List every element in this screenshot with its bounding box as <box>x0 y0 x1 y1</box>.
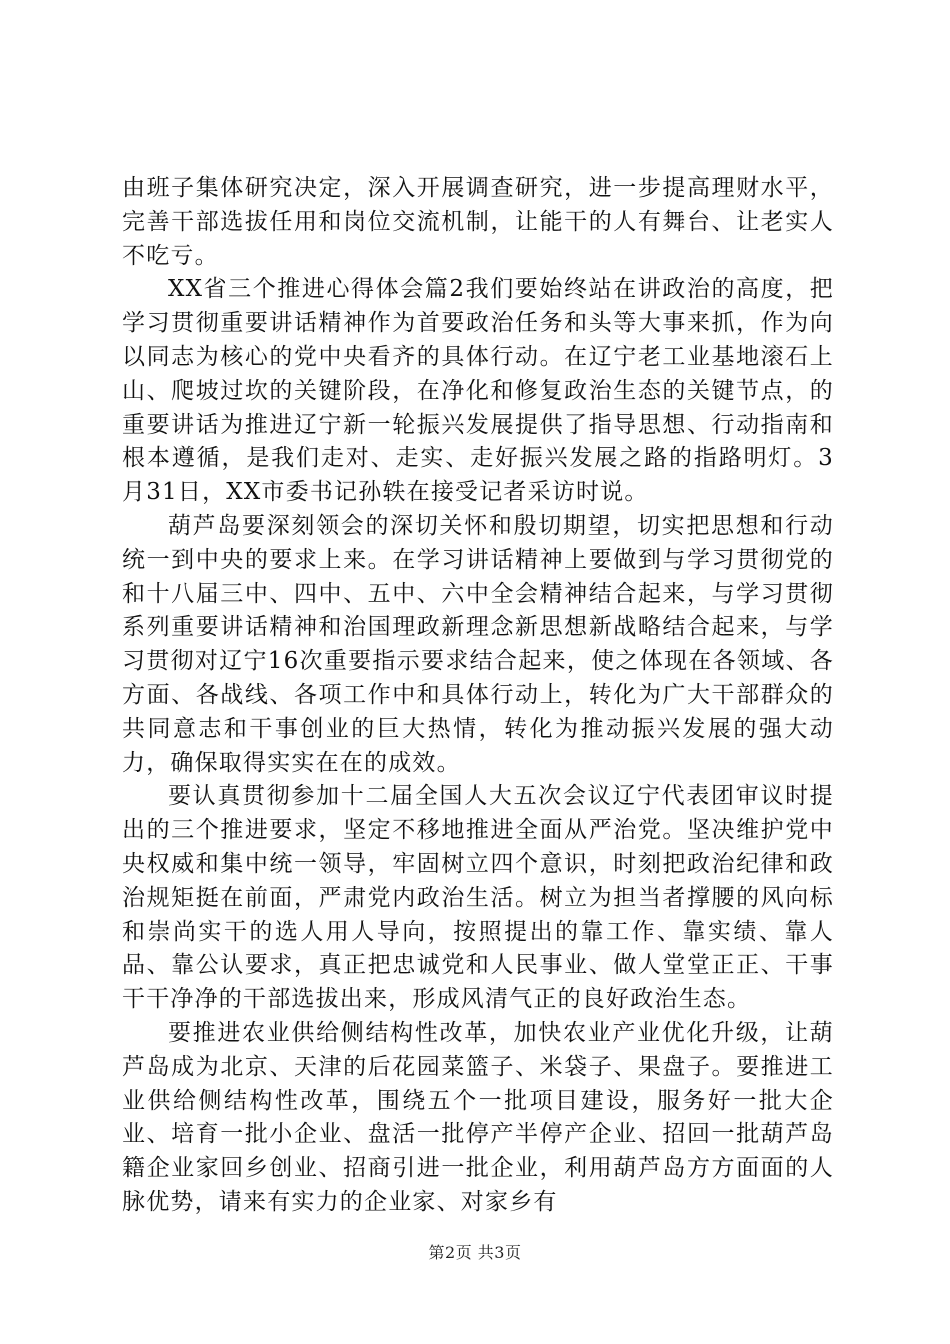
document-body <box>122 172 834 1220</box>
paragraph-2: XX省三个推进心得体会篇2我们要始终站在讲政治的高度，把学习贯彻重要讲话精神作为首要政治任务和头等大事来抓，作为向以同志为核心的党中央看齐的具体行动。在辽宁老工业基地滚石上山、爬坡过坎的关键阶段，在净化和修复政治生态的关键节点，的重要讲话为推进辽宁新一轮振兴发展提供了指导思想、行动指南和根本遵循，是我们走对、走实、走好振兴发展之路的指路明灯。3月31日，XX市委书记孙轶在接受记者采访时说。 <box>122 276 834 506</box>
paragraph-3: 葫芦岛要深刻领会的深切关怀和殷切期望，切实把思想和行动统一到中央的要求上来。在学习讲话精神上要做到与学习贯彻党的和十八届三中、四中、五中、六中全会精神结合起来，与学习贯彻系列重要讲话精神和治国理政新理念新思想新战略结合起来，与学习贯彻对辽宁16次重要指示要求结合起来，使之体现在各领域、各方面、各战线、各项工作中和具体行动上，转化为广大干部群众的共同意志和干事创业的巨大热情，转化为推动振兴发展的强大动力，确保取得实实在在的成效。 <box>122 512 834 776</box>
paragraph-5: 要推进农业供给侧结构性改革，加快农业产业优化升级，让葫芦岛成为北京、天津的后花园菜篮子、米袋子、果盘子。要推进工业供给侧结构性改革，围绕五个一批项目建设，服务好一批大企业、培育一批小企业、盘活一批停产半停产企业、招回一批葫芦岛籍企业家回乡创业、招商引进一批企业，利用葫芦岛方方面面的人脉优势，请来有实力的企业家、对家乡有 <box>122 1019 834 1215</box>
paragraph-4: 要认真贯彻参加十二届全国人大五次会议辽宁代表团审议时提出的三个推进要求，坚定不移地推进全面从严治党。坚决维护党中央权威和集中统一领导，牢固树立四个意识，时刻把政治纪律和政治规矩挺在前面，严肃党内政治生活。树立为担当者撑腰的风向标和崇尚实干的选人用人导向，按照提出的靠工作、靠实绩、靠人品、靠公认要求，真正把忠诚党和人民事业、做人堂堂正正、干事干干净净的干部选拔出来，形成风清气正的良好政治生态。 <box>122 783 834 1013</box>
page-number-footer: 第2页 共3页 <box>428 1243 522 1262</box>
paragraph-1: 由班子集体研究决定，深入开展调查研究，进一步提高理财水平，完善干部选拔任用和岗位交流机制，让能干的人有舞台、让老实人不吃亏。 <box>122 175 834 269</box>
